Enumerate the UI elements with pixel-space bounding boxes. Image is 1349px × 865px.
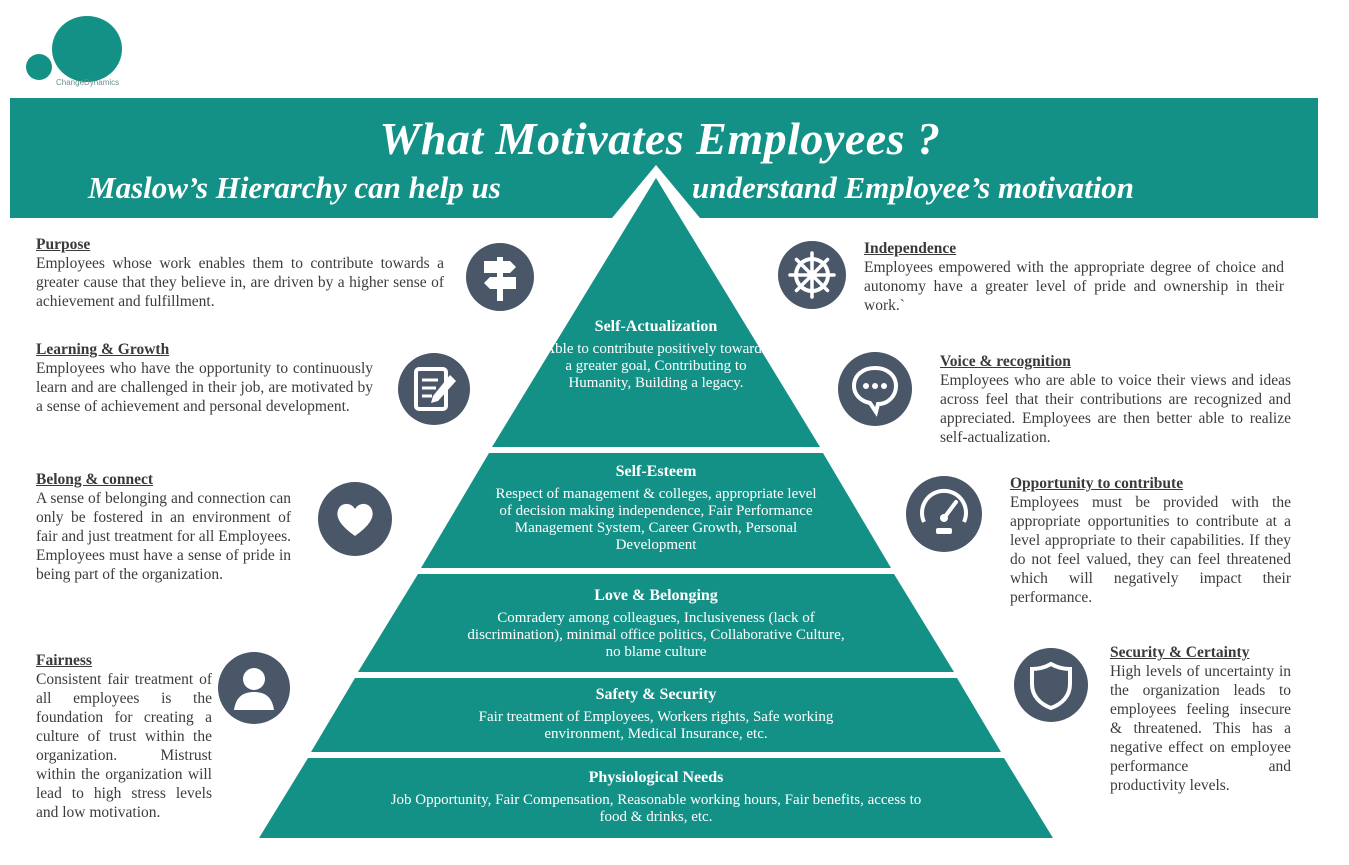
tier-title: Self-Esteem [615, 463, 697, 480]
block-learning-growth [36, 340, 373, 416]
tier-self-actualization [540, 318, 772, 392]
shield-icon [1014, 648, 1088, 722]
notepad-pencil-icon [398, 353, 470, 425]
tier-body: Comradery among colleagues, Inclusiveness (lack of discrimination), minimal office politics, Collaborative Culture, no blame culture [467, 610, 845, 660]
signpost-icon [466, 243, 534, 311]
block-heading: Fairness [36, 652, 92, 669]
page-title: What Motivates Employees ? [379, 113, 941, 164]
tier-body: Job Opportunity, Fair Compensation, Reasonable working hours, Fair benefits, access to food & drinks, etc. [390, 792, 922, 825]
gauge-icon [906, 476, 982, 552]
tier-body: Respect of management & colleges, appropriate level of decision making independence, Fair Performance Management System, Career Growth, Personal Development [495, 486, 817, 553]
block-fairness [36, 651, 212, 822]
subtitle-left: Maslow’s Hierarchy can help us [88, 170, 501, 205]
block-body: Employees must be provided with the appropriate opportunities to contribute at a level appropriate to their capabilities. If they do not feel valued, they can feel threatened which will negatively impact their performance. [1010, 494, 1291, 606]
block-heading: Belong & connect [36, 471, 154, 488]
block-body: Employees who have the opportunity to continuously learn and are challenged in their job, are motivated by a sense of achievement and personal development. [36, 360, 373, 415]
block-body: Employees whose work enables them to contribute towards a greater cause that they believe in, are driven by a higher sense of achievement and fulfillment. [36, 255, 444, 310]
tier-title: Self-Actualization [594, 318, 718, 335]
block-body: A sense of belonging and connection can only be fostered in an environment of fair and just treatment for all Employees. Employees must have a sense of pride in being part of the organization. [36, 490, 291, 583]
tier-title: Physiological Needs [588, 769, 724, 786]
tier-title: Love & Belonging [594, 587, 718, 604]
block-heading: Security & Certainty [1110, 644, 1250, 661]
logo-text: ChangeDynamics [56, 78, 120, 87]
block-purpose [36, 235, 444, 311]
block-independence [864, 239, 1284, 315]
tier-physiological [380, 769, 932, 826]
block-body: Employees empowered with the appropriate degree of choice and autonomy have a greater level of pride and ownership in their work.` [864, 259, 1284, 314]
tier-love-belonging [466, 587, 846, 661]
block-heading: Learning & Growth [36, 341, 170, 358]
block-heading: Voice & recognition [940, 353, 1071, 370]
block-body: Consistent fair treatment of all employees is the foundation for creating a culture of trust within the organization. Mistrust within the organization will lead to high stress levels and low motivation. [36, 671, 212, 821]
tier-self-esteem [488, 463, 824, 554]
block-body: Employees who are able to voice their views and ideas across feel that their contributions are recognized and appreciated. Employees are then better able to realize self-actualization. [940, 372, 1291, 446]
tier-title: Safety & Security [595, 686, 717, 703]
block-heading: Purpose [36, 236, 91, 253]
block-security-certainty [1110, 643, 1291, 795]
tier-body: Able to contribute positively towards a greater goal, Contributing to Humanity, Building a legacy. [544, 341, 768, 391]
block-opportunity-contribute [1010, 474, 1291, 607]
speech-bubble-icon [838, 352, 912, 426]
ship-wheel-icon [778, 241, 846, 309]
block-body: High levels of uncertainty in the organization leads to employees feeling insecure & threatened. This has a negative effect on employee performance and productivity levels. [1110, 663, 1291, 794]
person-icon [218, 652, 290, 724]
block-voice-recognition [940, 352, 1291, 447]
heart-icon [318, 482, 392, 556]
block-heading: Opportunity to contribute [1010, 475, 1184, 492]
block-belong-connect [36, 470, 291, 584]
subtitle-right: understand Employee’s motivation [692, 170, 1135, 205]
block-heading: Independence [864, 240, 957, 257]
pyramid-tier-self-actualization [492, 178, 820, 447]
tier-safety-security [446, 686, 866, 743]
tier-body: Fair treatment of Employees, Workers rights, Safe working environment, Medical Insurance, etc. [478, 709, 834, 742]
